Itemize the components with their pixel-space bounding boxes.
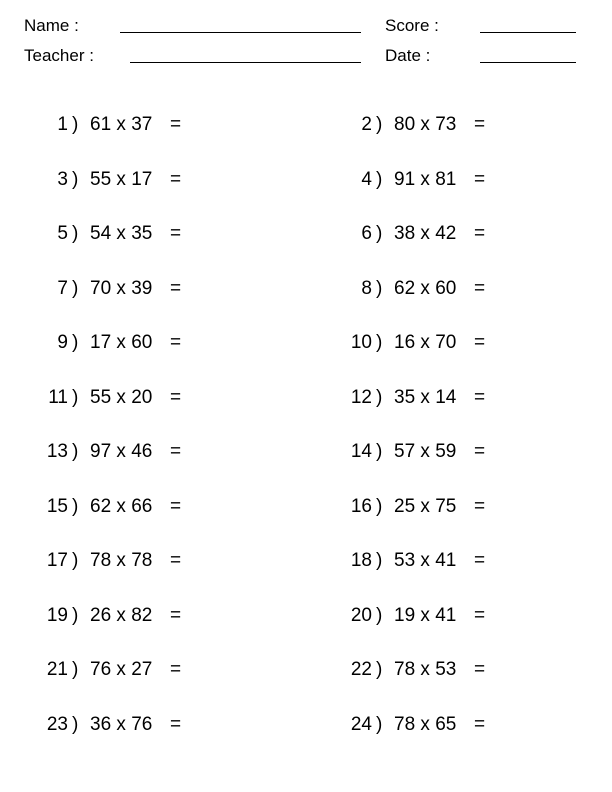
problem-number: 5: [57, 223, 68, 244]
problem-equals: =: [170, 604, 182, 626]
problem-equals: =: [474, 495, 486, 517]
problem-expression: 36 x 76: [90, 713, 153, 735]
problem-8: [304, 277, 544, 301]
problem-paren: ): [376, 441, 383, 462]
problem-paren: ): [376, 386, 383, 408]
problem-expression: 91 x 81: [394, 168, 457, 190]
problem-number: 12: [350, 386, 372, 408]
problem-expression: 62 x 60: [394, 277, 457, 299]
problem-24: [304, 713, 544, 737]
problem-expression: 97 x 46: [90, 441, 153, 462]
problem-paren: ): [376, 713, 383, 735]
problem-number: 23: [46, 713, 68, 735]
problem-equals: =: [474, 550, 486, 571]
teacher-field-line[interactable]: [130, 62, 361, 63]
problem-paren: ): [72, 114, 79, 135]
problem-number: 20: [350, 604, 372, 626]
problem-equals: =: [170, 114, 182, 135]
problem-number: 13: [46, 441, 68, 462]
problem-equals: =: [170, 223, 182, 244]
problem-paren: ): [72, 713, 79, 735]
problem-number: 16: [350, 495, 372, 517]
problem-paren: ): [72, 223, 79, 244]
problem-3: [0, 168, 240, 192]
problem-equals: =: [170, 332, 182, 353]
problem-13: [0, 440, 240, 464]
problem-number: 3: [57, 168, 68, 190]
name-field-line[interactable]: [120, 32, 361, 33]
problem-expression: 62 x 66: [90, 495, 153, 517]
problem-equals: =: [170, 550, 182, 571]
problem-expression: 70 x 39: [90, 277, 153, 299]
problem-equals: =: [474, 713, 486, 735]
problem-14: [304, 440, 544, 464]
problem-11: [0, 386, 240, 410]
problem-number: 11: [48, 386, 68, 408]
problem-number: 8: [361, 277, 372, 299]
problem-5: [0, 222, 240, 246]
problem-6: [304, 222, 544, 246]
problem-number: 6: [361, 223, 372, 244]
problem-expression: 19 x 41: [394, 604, 457, 626]
problem-expression: 78 x 53: [394, 659, 457, 680]
problem-expression: 17 x 60: [90, 332, 153, 353]
problem-paren: ): [72, 441, 79, 462]
problem-expression: 54 x 35: [90, 223, 153, 244]
problem-number: 14: [350, 441, 372, 462]
problem-4: [304, 168, 544, 192]
problem-equals: =: [474, 604, 486, 626]
problem-number: 24: [350, 713, 372, 735]
problem-23: [0, 713, 240, 737]
problem-paren: ): [72, 386, 79, 408]
problem-paren: ): [376, 550, 383, 571]
problem-expression: 78 x 78: [90, 550, 153, 571]
problem-paren: ): [376, 277, 383, 299]
problem-equals: =: [474, 277, 486, 299]
problem-paren: ): [376, 332, 383, 353]
problem-equals: =: [474, 168, 486, 190]
problem-number: 10: [350, 332, 372, 353]
problem-equals: =: [474, 332, 486, 353]
problem-expression: 78 x 65: [394, 713, 457, 735]
problem-22: [304, 658, 544, 682]
problem-paren: ): [376, 114, 383, 135]
problem-paren: ): [72, 495, 79, 517]
problem-paren: ): [376, 223, 383, 244]
problem-expression: 26 x 82: [90, 604, 153, 626]
problem-number: 22: [350, 659, 372, 680]
problem-paren: ): [72, 659, 79, 680]
problem-20: [304, 604, 544, 628]
problem-paren: ): [72, 277, 79, 299]
problem-equals: =: [474, 114, 486, 135]
date-label: Date :: [385, 46, 431, 65]
problem-number: 9: [57, 332, 68, 353]
problem-paren: ): [376, 495, 383, 517]
problem-equals: =: [474, 223, 486, 244]
date-field-line[interactable]: [480, 62, 576, 63]
problem-number: 19: [46, 604, 68, 626]
problem-expression: 16 x 70: [394, 332, 457, 353]
problem-equals: =: [474, 441, 486, 462]
problem-expression: 61 x 37: [90, 114, 153, 135]
problem-15: [0, 495, 240, 519]
problem-paren: ): [72, 332, 79, 353]
problem-21: [0, 658, 240, 682]
problem-equals: =: [170, 168, 182, 190]
problem-7: [0, 277, 240, 301]
problem-paren: ): [376, 168, 383, 190]
problem-equals: =: [474, 386, 486, 408]
problem-number: 7: [57, 277, 68, 299]
teacher-label: Teacher :: [24, 46, 94, 65]
problem-paren: ): [376, 604, 383, 626]
problem-2: [304, 113, 544, 137]
problem-9: [0, 331, 240, 355]
problem-12: [304, 386, 544, 410]
problem-number: 21: [46, 659, 68, 680]
name-label: Name :: [24, 16, 79, 35]
score-label: Score :: [385, 16, 439, 35]
score-field-line[interactable]: [480, 32, 576, 33]
problem-18: [304, 549, 544, 573]
problem-10: [304, 331, 544, 355]
problem-16: [304, 495, 544, 519]
problem-1: [0, 113, 240, 137]
problem-expression: 38 x 42: [394, 223, 457, 244]
problem-expression: 53 x 41: [394, 550, 457, 571]
problem-expression: 35 x 14: [394, 386, 457, 408]
problem-expression: 57 x 59: [394, 441, 457, 462]
problem-equals: =: [170, 659, 182, 680]
problem-equals: =: [170, 495, 182, 517]
problem-number: 17: [46, 550, 68, 571]
problem-paren: ): [72, 604, 79, 626]
problem-paren: ): [376, 659, 383, 680]
problem-equals: =: [474, 659, 486, 680]
problem-number: 1: [57, 114, 68, 135]
problem-equals: =: [170, 713, 182, 735]
problem-equals: =: [170, 441, 182, 462]
problem-number: 2: [361, 114, 372, 135]
problem-number: 4: [361, 168, 372, 190]
problem-expression: 25 x 75: [394, 495, 457, 517]
problem-expression: 76 x 27: [90, 659, 153, 680]
problem-number: 18: [350, 550, 372, 571]
problem-expression: 80 x 73: [394, 114, 457, 135]
problem-equals: =: [170, 277, 182, 299]
problem-number: 15: [46, 495, 68, 517]
problem-expression: 55 x 20: [90, 386, 153, 408]
problem-paren: ): [72, 168, 79, 190]
problem-expression: 55 x 17: [90, 168, 153, 190]
problem-19: [0, 604, 240, 628]
problem-paren: ): [72, 550, 79, 571]
problem-equals: =: [170, 386, 182, 408]
problem-17: [0, 549, 240, 573]
